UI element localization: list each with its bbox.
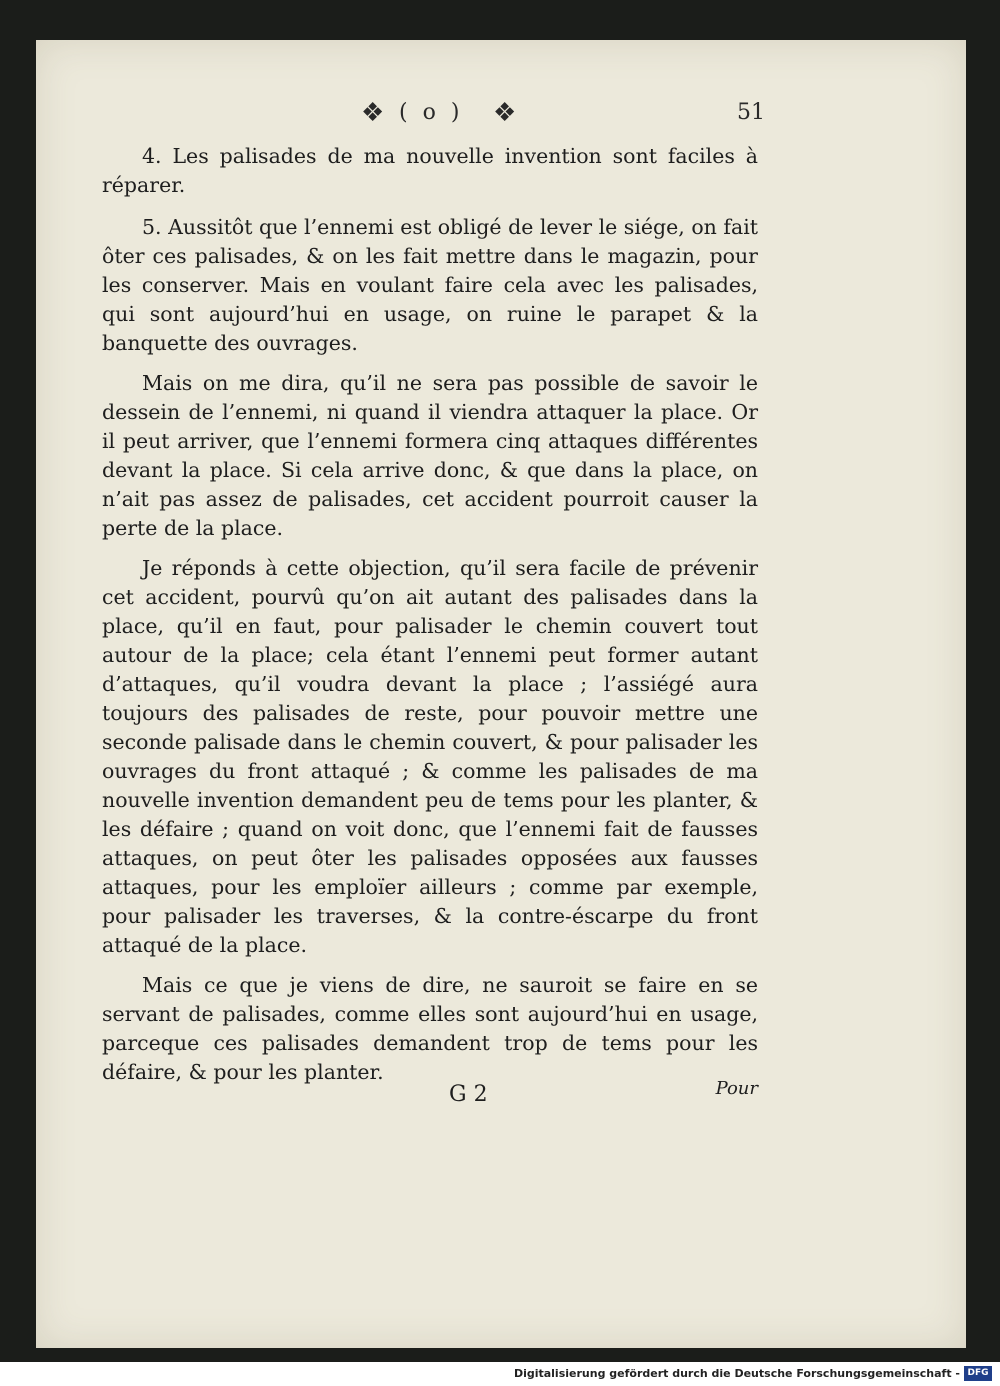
fleuron-right-icon: ❖ bbox=[493, 98, 517, 128]
folio-marker: ( o ) bbox=[399, 100, 464, 125]
paragraph-objection: Mais on me dira, qu’il ne sera pas possible de savoir le dessein de l’ennemi, ni quand il viendra attaquer la place. Or il peut arriver, que l’ennemi formera cinq attaques différentes devant la place. Si cela arrive donc, & que dans la place, on n’ait pas assez de palisades, cet accident pourroit causer la perte de la place. bbox=[102, 371, 758, 540]
page-number: 51 bbox=[737, 100, 765, 125]
funding-credit: Digitalisierung gefördert durch die Deutsche Forschungsgemeinschaft - bbox=[513, 1367, 960, 1380]
signature-mark: G 2 bbox=[449, 1082, 488, 1107]
paragraph-point-4: 4. Les palisades de ma nouvelle invention sont faciles à réparer. bbox=[102, 144, 758, 197]
fleuron-left-icon: ❖ bbox=[361, 98, 385, 128]
running-header bbox=[325, 98, 765, 132]
catchword: Pour bbox=[715, 1078, 758, 1099]
body-text bbox=[102, 142, 758, 1098]
paragraph-point-5: 5. Aussitôt que l’ennemi est obligé de lever le siége, on fait ôter ces palisades, & on les fait mettre dans le magazin, pour les conserver. Mais en voulant faire cela avec les palisades, qui sont aujourd’hui en usage, on ruine le parapet & la banquette des ouvrages. bbox=[102, 215, 758, 355]
credit-bar bbox=[0, 1362, 1000, 1386]
page-footer bbox=[102, 1076, 758, 1110]
paragraph-reply: Je réponds à cette objection, qu’il sera facile de prévenir cet accident, pourvû qu’on ait autant des palisades dans la place, qu’il en faut, pour palisader le chemin couvert tout autour de la place; cela étant l’ennemi peut former autant d’attaques, qu’il voudra devant la place ; l’assiégé aura toujours des palisades de reste, pour pouvoir mettre une seconde palisade dans le chemin couvert, & pour palisader les ouvrages du front attaqué ; & comme les palisades de ma nouvelle invention demandent peu de tems pour les planter, & les défaire ; quand on voit donc, que l’ennemi fait de fausses attaques, on peut ôter les palisades opposées aux fausses attaques, pour les emploïer ailleurs ; comme par exemple, pour palisader les traverses, & la contre-éscarpe du front attaqué de la place. bbox=[102, 556, 758, 957]
dfg-logo-icon: DFG bbox=[964, 1366, 992, 1381]
paragraph-conclusion: Mais ce que je viens de dire, ne sauroit se faire en se servant de palisades, comme elles sont aujourd’hui en usage, parceque ces palisades demandent trop de tems pour les défaire, & pour les planter. bbox=[102, 973, 758, 1084]
